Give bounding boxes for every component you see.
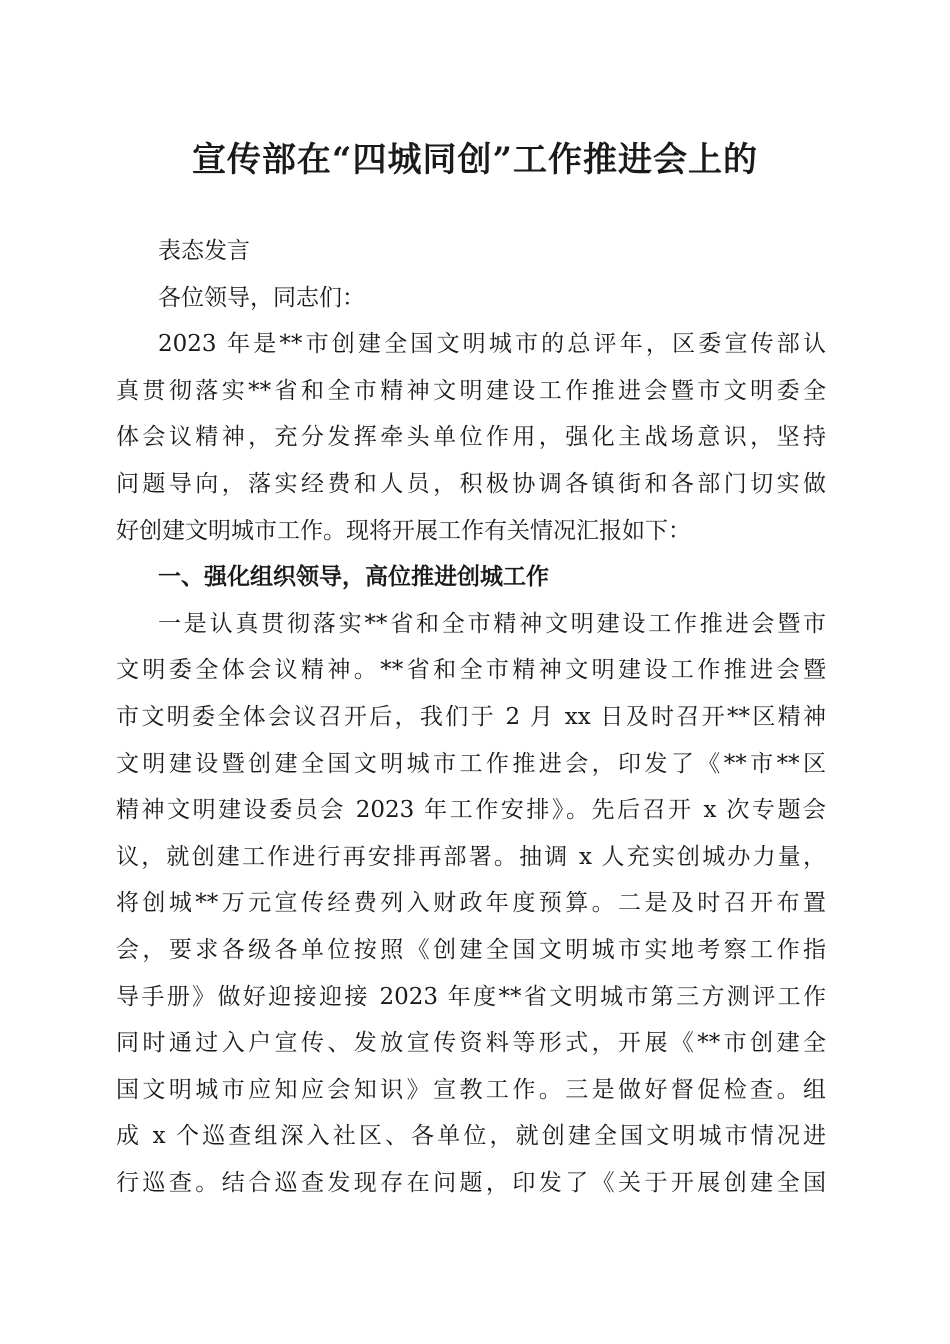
paragraph-line: 同时通过入户宣传、发放宣传资料等形式，开展《**市创建全: [116, 1030, 826, 1057]
paragraph-line: 市文明委全体会议召开后，我们于 2 月 xx 日及时召开**区精神: [116, 703, 826, 730]
document-title: 宣传部在“四城同创”工作推进会上的: [191, 140, 759, 180]
paragraph-line: 将创城**万元宣传经费列入财政年度预算。二是及时召开布置: [116, 890, 826, 917]
paragraph-line: 2023 年是**市创建全国文明城市的总评年，区委宣传部认: [158, 331, 826, 358]
section-heading: 一、强化组织领导，高位推进创城工作: [158, 564, 549, 591]
paragraph-line: 精神文明建设委员会 2023 年工作安排》。先后召开 x 次专题会: [116, 797, 826, 824]
paragraph-line: 问题导向，落实经费和人员，积极协调各镇街和各部门切实做: [116, 470, 826, 497]
salutation: 各位领导，同志们：: [158, 284, 365, 311]
paragraph-line: 导手册》做好迎接迎接 2023 年度**省文明城市第三方测评工作: [116, 983, 826, 1010]
paragraph-line: 会，要求各级各单位按照《创建全国文明城市实地考察工作指: [116, 936, 826, 963]
document-body: [116, 228, 826, 1206]
paragraph-line: 成 x 个巡查组深入社区、各单位，就创建全国文明城市情况进: [116, 1123, 826, 1150]
paragraph-line: 国文明城市应知应会知识》宣教工作。三是做好督促检查。组: [116, 1076, 826, 1103]
paragraph-line: 文明建设暨创建全国文明城市工作推进会，印发了《**市**区: [116, 750, 826, 777]
paragraph-line: 体会议精神，充分发挥牵头单位作用，强化主战场意识，坚持: [116, 424, 826, 451]
title-continuation: 表态发言: [158, 238, 250, 264]
paragraph-line: 行巡查。结合巡查发现存在问题，印发了《关于开展创建全国: [116, 1169, 826, 1196]
paragraph-line: 真贯彻落实**省和全市精神文明建设工作推进会暨市文明委全: [116, 377, 826, 404]
paragraph-line: 议，就创建工作进行再安排再部署。抽调 x 人充实创城办力量，: [116, 843, 826, 870]
paragraph-line: 一是认真贯彻落实**省和全市精神文明建设工作推进会暨市: [158, 610, 826, 637]
paragraph-line: 好创建文明城市工作。现将开展工作有关情况汇报如下：: [116, 517, 691, 544]
paragraph-line: 文明委全体会议精神。**省和全市精神文明建设工作推进会暨: [116, 657, 826, 684]
